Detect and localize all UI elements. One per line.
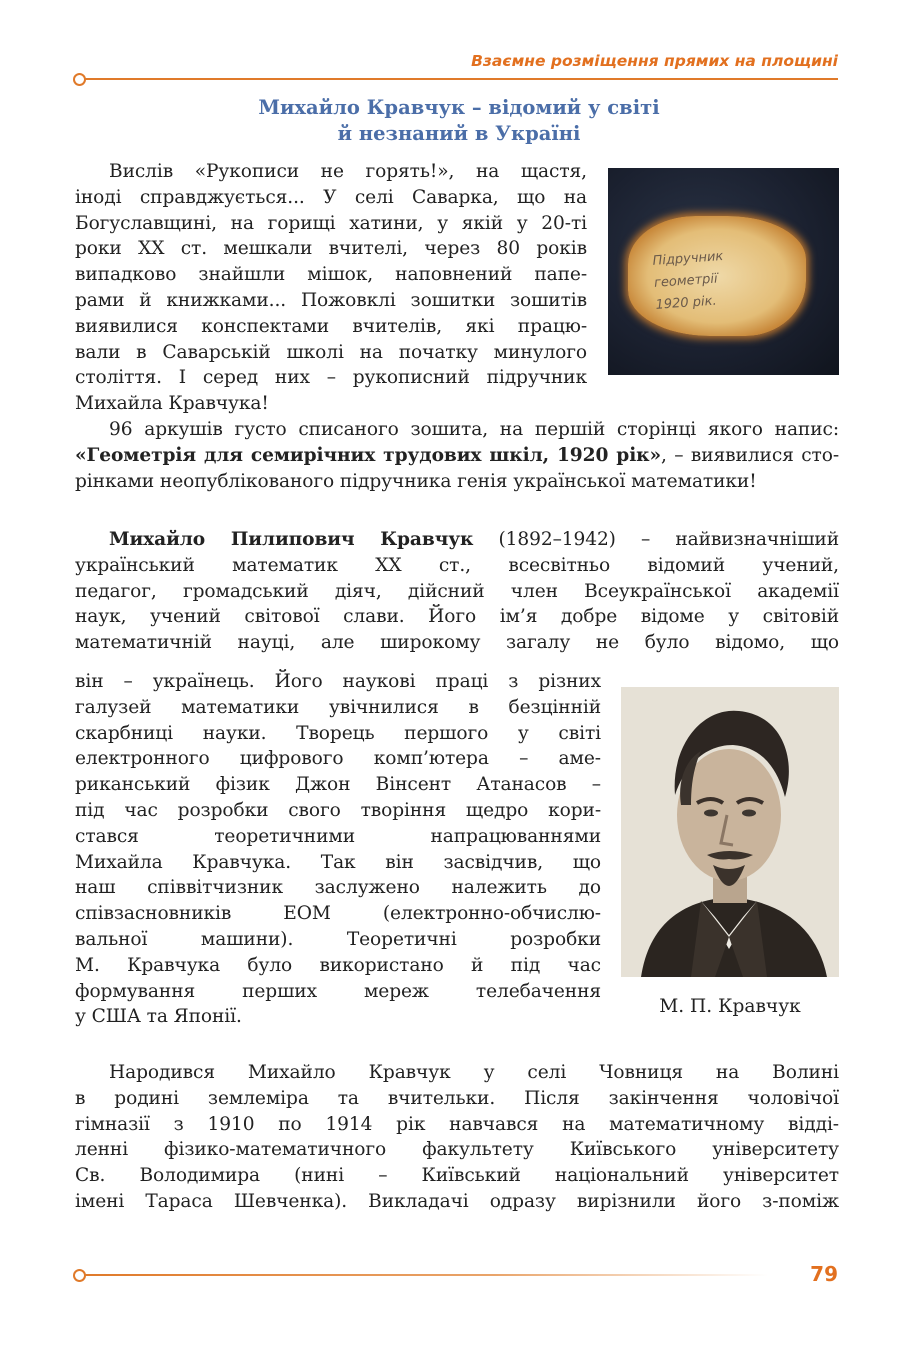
text-line: «Геометрія для семирічних трудових шкіл, 1920 рік», – виявилися сто- xyxy=(75,444,839,466)
text-line: електронного цифрового комп’ютера – аме- xyxy=(75,748,601,770)
text-line: співзасновників ЕОМ (електронно-обчислю- xyxy=(75,903,601,925)
handwritten-note: Підручник геометрії 1920 рік. xyxy=(652,249,724,313)
text-line: Св. Володимира (нині – Київський національний університет xyxy=(75,1165,839,1187)
text-line: Богуславщині, на горищі хатини, у якій у 20-ті xyxy=(75,212,587,234)
text-line: століття. І серед них – рукописний підручник xyxy=(75,367,587,389)
paragraph-early-life xyxy=(75,1060,839,1215)
portrait-illustration xyxy=(621,687,839,977)
text-line: імені Тараса Шевченка). Викладачі одразу вирізнили його з-поміж xyxy=(75,1190,839,1212)
article-title xyxy=(80,95,838,147)
text-line: рами й книжками... Пожовклі зошитки зошитів xyxy=(75,289,587,311)
text-line: іноді справджується... У селі Саварка, що на xyxy=(75,186,587,208)
text-line: Народився Михайло Кравчук у селі Човниця на Волині xyxy=(109,1062,839,1083)
text-line: риканський фізик Джон Вінсент Атанасов – xyxy=(75,774,601,796)
text-line: випадково знайшли мішок, наповнений папе- xyxy=(75,264,587,286)
text-line: 96 аркушів густо списаного зошита, на першій сторінці якого напис: xyxy=(109,419,839,440)
text-line: в родині землеміра та вчительки. Після закінчення чоловічої xyxy=(75,1087,839,1109)
paragraph-manuscript-found xyxy=(75,159,587,417)
bold-book-title: «Геометрія для семирічних трудових шкіл, 1920 рік» xyxy=(75,444,662,466)
text-line: скарбниці науки. Творець першого у світі xyxy=(75,722,601,744)
text-line: гімназії з 1910 по 1914 рік навчався на математичному відді- xyxy=(75,1113,839,1135)
text-line: рінками неопублікованого підручника генія української математики! xyxy=(75,470,757,492)
paragraph-scientific-legacy xyxy=(75,669,601,1030)
text-line: М. Кравчука було використано й під час xyxy=(75,954,601,976)
text-line: наук, учений світової слави. Його ім’я добре відоме у світовій xyxy=(75,606,839,628)
header-ring-ornament xyxy=(73,73,86,86)
bold-full-name: Михайло Пилипович Кравчук xyxy=(109,529,474,550)
text-line: виявилися конспектами вчителів, які працю- xyxy=(75,315,587,337)
manuscript-photo xyxy=(608,168,839,375)
text-line: Вислів «Рукописи не горять!», на щастя, xyxy=(109,161,587,182)
portrait-caption: М. П. Кравчук xyxy=(659,996,801,1017)
text-line: український математик XX ст., всесвітньо відомий учений, xyxy=(75,554,839,576)
header-rule xyxy=(82,78,838,80)
paragraph-notebook xyxy=(75,417,839,494)
text-line: вали в Саварській школі на початку минулого xyxy=(75,341,587,363)
text-line: стався теоретичними напрацюваннями xyxy=(75,825,601,847)
text-line: Михайло Пилипович Кравчук (1892–1942) – найвизначніший xyxy=(109,529,839,550)
text-line: Михайла Кравчука! xyxy=(75,393,269,415)
article-title-line-1: Михайло Кравчук – відомий у світі xyxy=(258,96,660,119)
page-number: 79 xyxy=(810,1262,838,1286)
text-line: педагог, громадський діяч, дійсний член Всеукраїнської академії xyxy=(75,580,839,602)
text-line: вальної машини). Теоретичні розробки xyxy=(75,928,601,950)
footer-ring-ornament xyxy=(73,1269,86,1282)
text-line: у США та Японії. xyxy=(75,1006,242,1028)
portrait-photo xyxy=(621,687,839,977)
text-line: роки XX ст. мешкали вчителі, через 80 років xyxy=(75,238,587,260)
text-line: галузей математики увічнилися в безцінній xyxy=(75,696,601,718)
text-line: він – українець. Його наукові праці з різних xyxy=(75,671,601,692)
article-title-line-2: й незнаний в Україні xyxy=(337,122,581,145)
text-line: Михайла Кравчука. Так він засвідчив, що xyxy=(75,851,601,873)
section-title: Взаємне розміщення прямих на площині xyxy=(471,52,838,70)
text-line: під час розробки свого творіння щедро кори- xyxy=(75,799,601,821)
paragraph-biography-intro xyxy=(75,527,839,656)
footer-rule xyxy=(82,1274,768,1276)
text-line: наш співвітчизник заслужено належить до xyxy=(75,877,601,899)
text-line: ленні фізико-математичного факультету Київського університету xyxy=(75,1139,839,1161)
text-line: формування перших мереж телебачення xyxy=(75,980,601,1002)
text-line: математичній науці, але широкому загалу не було відомо, що xyxy=(75,632,839,654)
